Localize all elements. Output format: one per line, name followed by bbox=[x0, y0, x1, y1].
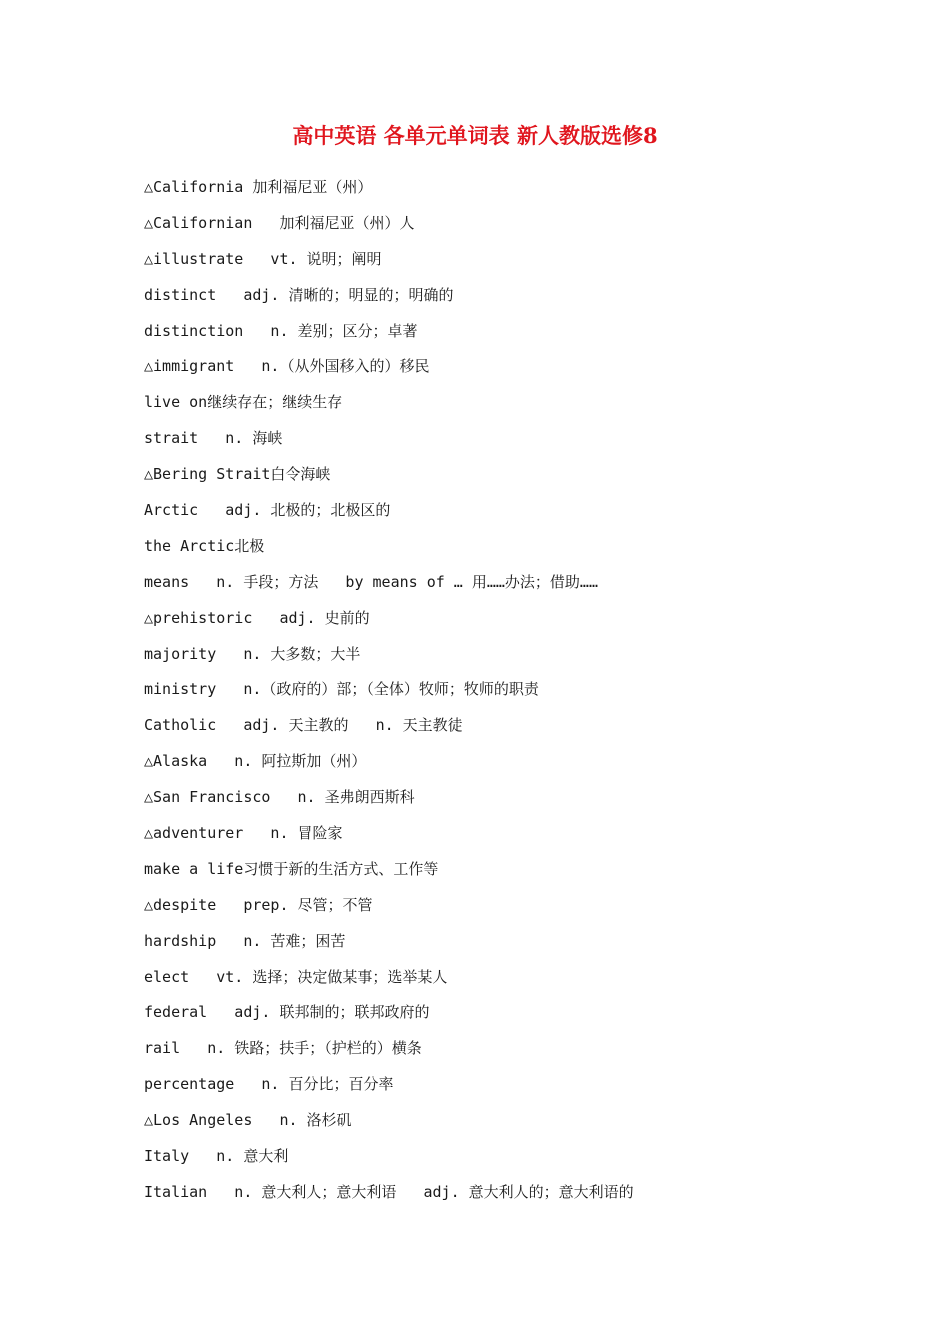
vocabulary-entry: △prehistoric adj. 史前的 bbox=[144, 608, 370, 627]
vocabulary-entry: △illustrate vt. 说明；阐明 bbox=[144, 249, 382, 268]
vocabulary-list bbox=[144, 171, 864, 1212]
vocabulary-entry: rail n. 铁路；扶手；（护栏的）横条 bbox=[144, 1039, 422, 1058]
vocabulary-entry: ministry n.（政府的）部；（全体）牧师；牧师的职责 bbox=[144, 680, 539, 699]
vocabulary-entry: Italian n. 意大利人；意大利语 adj. 意大利人的；意大利语的 bbox=[144, 1182, 634, 1201]
vocabulary-entry: Catholic adj. 天主教的 n. 天主教徒 bbox=[144, 716, 463, 735]
document-title: 高中英语 各单元单词表 新人教版选修8 bbox=[292, 123, 658, 148]
vocabulary-entry: △despite prep. 尽管；不管 bbox=[144, 895, 373, 914]
vocabulary-entry: Arctic adj. 北极的；北极区的 bbox=[144, 501, 391, 520]
vocabulary-entry: △Bering Strait白令海峡 bbox=[144, 465, 331, 484]
vocabulary-entry: hardship n. 苦难；困苦 bbox=[144, 931, 346, 950]
vocabulary-entry: △Californian 加利福尼亚（州）人 bbox=[144, 213, 415, 232]
vocabulary-entry: federal adj. 联邦制的；联邦政府的 bbox=[144, 1003, 430, 1022]
vocabulary-entry: majority n. 大多数；大半 bbox=[144, 644, 361, 663]
vocabulary-entry: △California 加利福尼亚（州） bbox=[144, 178, 373, 196]
vocabulary-entry: △immigrant n.（从外国移入的）移民 bbox=[144, 357, 430, 376]
vocabulary-entry: elect vt. 选择；决定做某事；选举某人 bbox=[144, 967, 448, 986]
vocabulary-entry: △San Francisco n. 圣弗朗西斯科 bbox=[144, 788, 415, 807]
vocabulary-entry: △Los Angeles n. 洛杉矶 bbox=[144, 1111, 352, 1130]
vocabulary-entry: distinction n. 差别；区分；卓著 bbox=[144, 321, 418, 340]
vocabulary-entry: make a life习惯于新的生活方式、工作等 bbox=[144, 859, 439, 878]
vocabulary-entry: strait n. 海峡 bbox=[144, 429, 283, 448]
vocabulary-entry: means n. 手段；方法 by means of … 用……办法；借助…… bbox=[144, 572, 598, 591]
vocabulary-entry: distinct adj. 清晰的；明显的；明确的 bbox=[144, 285, 454, 304]
vocabulary-entry: percentage n. 百分比；百分率 bbox=[144, 1075, 394, 1094]
vocabulary-entry: △adventurer n. 冒险家 bbox=[144, 824, 343, 843]
vocabulary-entry: Italy n. 意大利 bbox=[144, 1147, 289, 1166]
vocabulary-entry: live on继续存在；继续生存 bbox=[144, 393, 343, 412]
vocabulary-entry: the Arctic北极 bbox=[144, 536, 265, 555]
vocabulary-entry: △Alaska n. 阿拉斯加（州） bbox=[144, 752, 367, 771]
